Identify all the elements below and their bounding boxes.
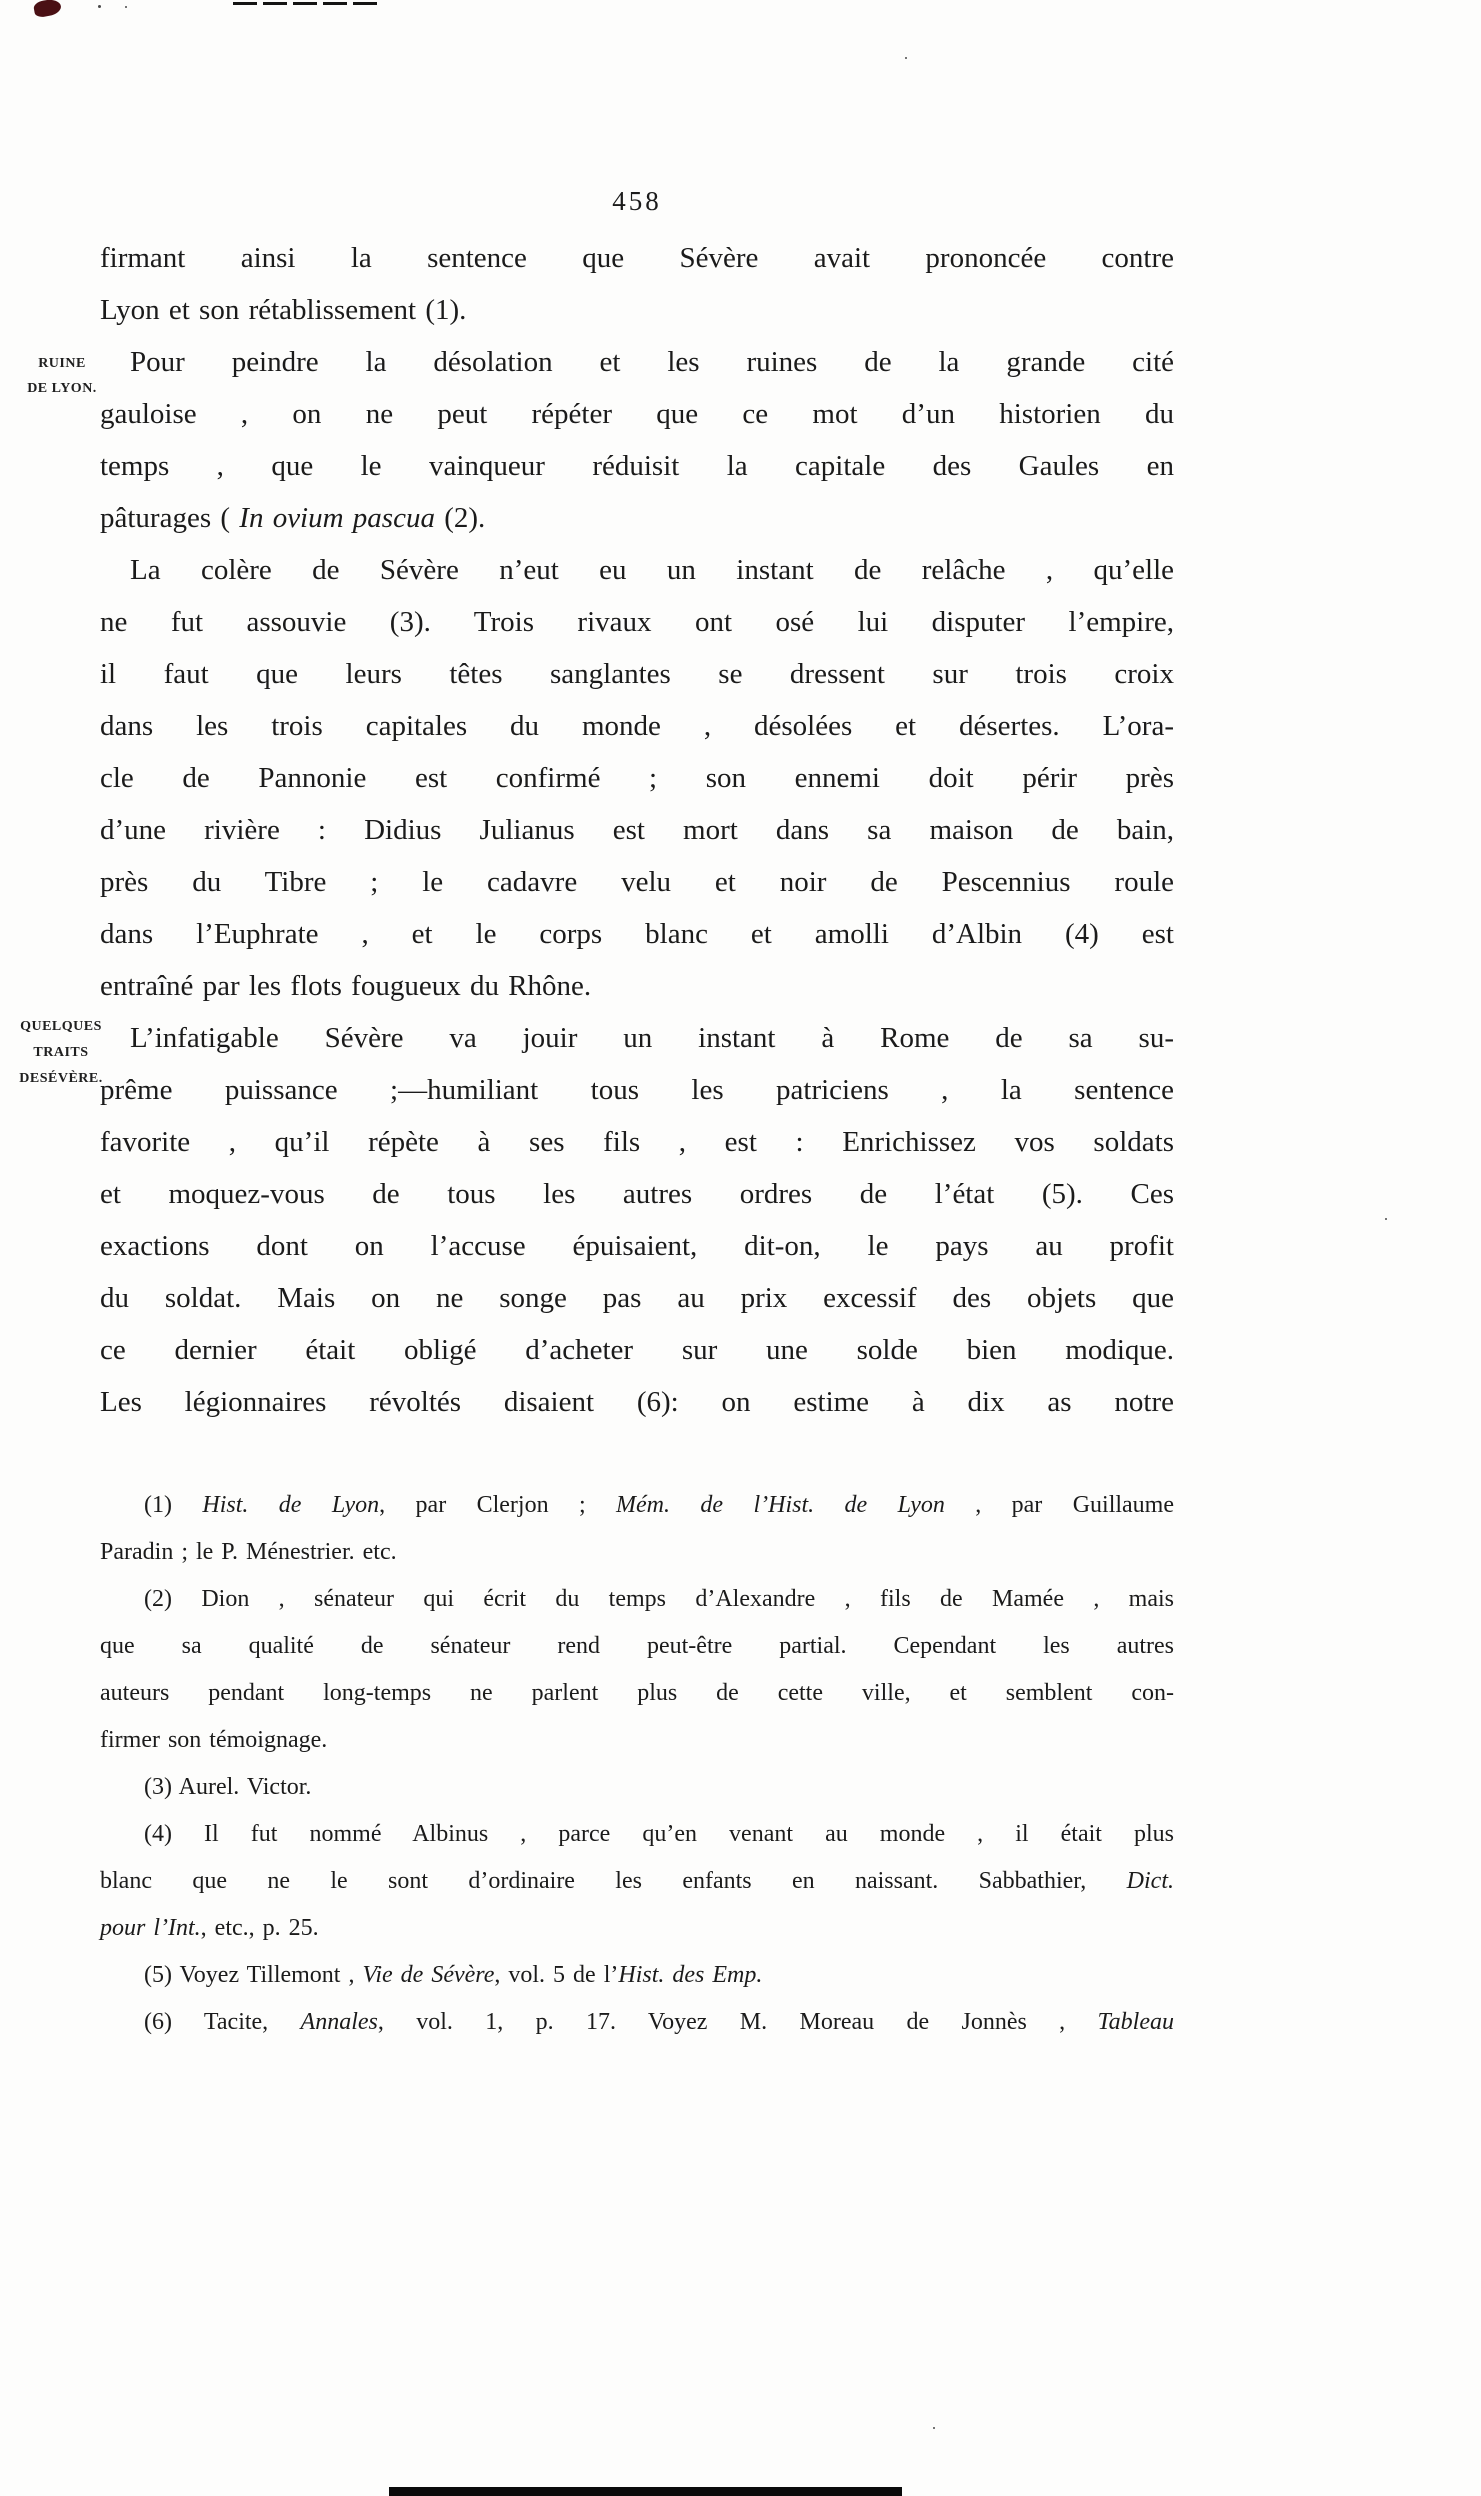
text-line: ne fut assouvie (3). Trois rivaux ont osé lui disputer l’empire,: [100, 606, 1174, 638]
scan-speck: [98, 5, 101, 8]
text-line: pâturages ( In ovium pascua (2).: [100, 502, 486, 534]
text-line: La colère de Sévère n’eut eu un instant de relâche , qu’elle: [130, 554, 1174, 586]
page-number: 458: [612, 186, 662, 216]
scan-speck: [1385, 1218, 1387, 1220]
text-line: (3) Aurel. Victor.: [144, 1774, 312, 1800]
text-line: auteurs pendant long-temps ne parlent plus de cette ville, et semblent con-: [100, 1680, 1174, 1706]
text-line: Les légionnaires révoltés disaient (6): on estime à dix as notre: [100, 1386, 1174, 1418]
text-line: (1) Hist. de Lyon, par Clerjon ; Mém. de l’Hist. de Lyon , par Guillaume: [144, 1492, 1175, 1518]
margin-note-line: RUINE: [38, 356, 86, 371]
text-line: et moquez-vous de tous les autres ordres de l’état (5). Ces: [100, 1178, 1174, 1210]
text-line: (6) Tacite, Annales, vol. 1, p. 17. Voyez M. Moreau de Jonnès , Tableau: [144, 2009, 1174, 2035]
text-line: (2) Dion , sénateur qui écrit du temps d’Alexandre , fils de Mamée , mais: [144, 1586, 1174, 1612]
text-line: favorite , qu’il répète à ses fils , est : Enrichissez vos soldats: [100, 1126, 1174, 1158]
text-line: près du Tibre ; le cadavre velu et noir de Pescennius roule: [100, 866, 1174, 898]
margin-note-line: TRAITS: [33, 1045, 89, 1060]
scan-speck: [125, 6, 127, 8]
scan-top-dashed-line: [233, 2, 379, 5]
footnotes-block: [100, 1482, 1174, 2046]
margin-note-quelques-traits-de-severe: [16, 1014, 106, 1092]
scan-corner-ink-mark: [33, 0, 62, 18]
main-text-column: [100, 232, 1174, 1428]
text-line: Paradin ; le P. Ménestrier. etc.: [100, 1539, 397, 1565]
text-line: que sa qualité de sénateur rend peut-être partial. Cependant les autres: [100, 1633, 1174, 1659]
text-line: gauloise , on ne peut répéter que ce mot d’un historien du: [100, 398, 1174, 430]
margin-note-line: DE LYON.: [27, 381, 97, 396]
text-line: (5) Voyez Tillemont , Vie de Sévère, vol. 5 de l’Hist. des Emp.: [144, 1962, 763, 1988]
text-line: firmer son témoignage.: [100, 1727, 328, 1753]
text-line: exactions dont on l’accuse épuisaient, dit-on, le pays au profit: [100, 1230, 1174, 1262]
text-line: pour l’Int., etc., p. 25.: [100, 1915, 319, 1941]
text-line: dans l’Euphrate , et le corps blanc et amolli d’Albin (4) est: [100, 918, 1174, 950]
text-line: d’une rivière : Didius Julianus est mort dans sa maison de bain,: [100, 814, 1174, 846]
text-line: Lyon et son rétablissement (1).: [100, 294, 467, 326]
text-line: firmant ainsi la sentence que Sévère avait prononcée contre: [100, 242, 1174, 274]
margin-note-ruine-de-lyon: [20, 351, 104, 401]
scan-speck: [933, 2427, 935, 2429]
scan-bottom-edge-artifact: [389, 2487, 902, 2496]
margin-note-line: DESÉVÈRE.: [19, 1071, 103, 1086]
scan-speck: [905, 57, 907, 59]
text-line: cle de Pannonie est confirmé ; son ennemi doit périr près: [100, 762, 1174, 794]
text-line: dans les trois capitales du monde , désolées et désertes. L’ora-: [100, 710, 1174, 742]
text-line: ce dernier était obligé d’acheter sur une solde bien modique.: [100, 1334, 1174, 1366]
text-line: il faut que leurs têtes sanglantes se dressent sur trois croix: [100, 658, 1174, 690]
text-line: entraîné par les flots fougueux du Rhône.: [100, 970, 592, 1002]
text-line: blanc que ne le sont d’ordinaire les enfants en naissant. Sabbathier, Dict.: [100, 1868, 1174, 1894]
text-line: temps , que le vainqueur réduisit la capitale des Gaules en: [100, 450, 1174, 482]
text-line: (4) Il fut nommé Albinus , parce qu’en venant au monde , il était plus: [144, 1821, 1174, 1847]
text-line: Pour peindre la désolation et les ruines de la grande cité: [130, 346, 1174, 378]
margin-note-line: QUELQUES: [20, 1019, 102, 1034]
text-line: L’infatigable Sévère va jouir un instant à Rome de sa su-: [130, 1022, 1174, 1054]
text-line: prême puissance ;—humiliant tous les patriciens , la sentence: [100, 1074, 1174, 1106]
text-line: du soldat. Mais on ne songe pas au prix excessif des objets que: [100, 1282, 1174, 1314]
